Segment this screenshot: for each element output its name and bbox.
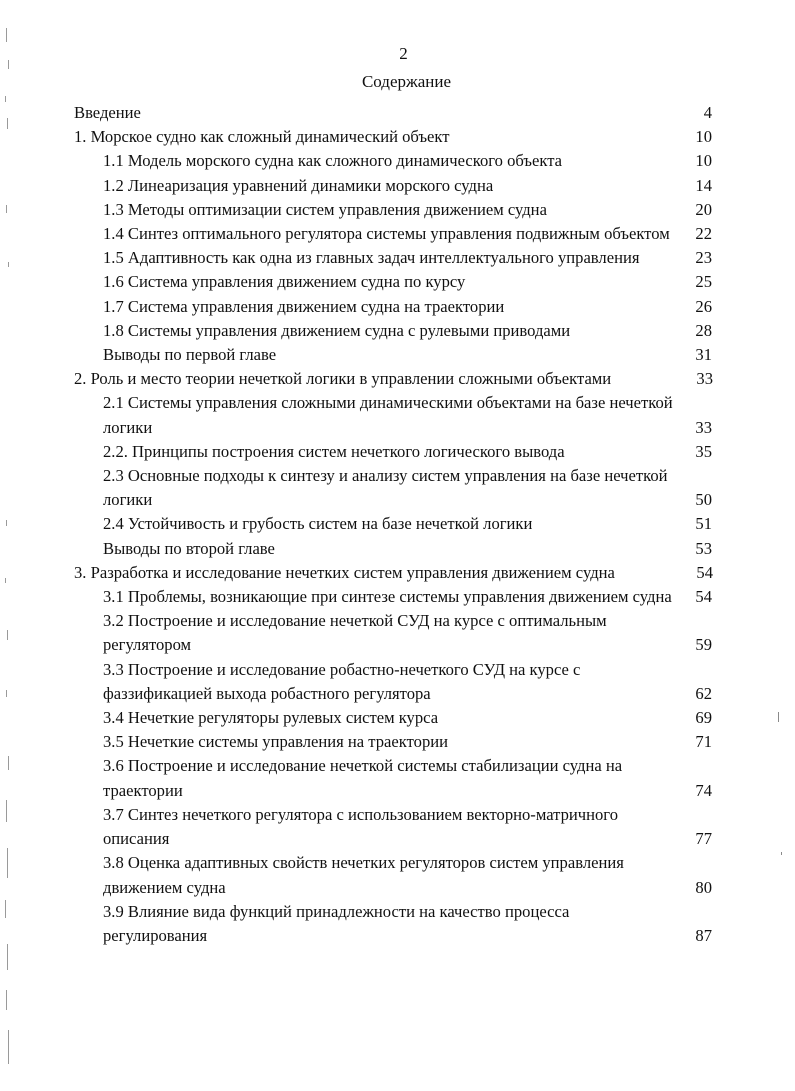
toc-entry-title: 2.4 Устойчивость и грубость систем на базе нечеткой логики bbox=[103, 514, 533, 534]
toc-entry-title: 3.3 Построение и исследование робастно-нечеткого СУД на курсе с фаззификацией выхода робастного регулятора bbox=[103, 659, 581, 703]
toc-entry[interactable] bbox=[74, 464, 714, 512]
toc-entry-title: 3. Разработка и исследование нечетких систем управления движением судна bbox=[74, 562, 615, 582]
toc-entry-title: 2. Роль и место теории нечеткой логики в управлении сложными объектами bbox=[74, 369, 612, 389]
toc-entry-title: 1.2 Линеаризация уравнений динамики морского судна bbox=[103, 175, 494, 195]
scan-right-mark bbox=[778, 712, 779, 722]
toc-entry-page: 87 bbox=[695, 925, 712, 945]
scan-right-mark bbox=[781, 852, 782, 855]
toc-entry-title: 1.5 Адаптивность как одна из главных задач интеллектуального управления bbox=[103, 248, 640, 268]
table-of-contents bbox=[74, 101, 714, 948]
toc-entry-title: Введение bbox=[74, 103, 141, 122]
toc-entry-title: Выводы по первой главе bbox=[103, 345, 277, 365]
toc-entry[interactable] bbox=[74, 754, 714, 802]
toc-entry-page: 51 bbox=[695, 514, 712, 534]
toc-entry-page: 20 bbox=[695, 199, 712, 219]
toc-entry-title: Выводы по второй главе bbox=[103, 538, 275, 558]
toc-title: Содержание bbox=[361, 72, 452, 91]
toc-entry-title: 3.4 Нечеткие регуляторы рулевых систем курса bbox=[103, 708, 439, 728]
toc-entry[interactable] bbox=[74, 658, 714, 706]
toc-entry-page: 28 bbox=[695, 320, 712, 340]
toc-entry-title: 2.2. Принципы построения систем нечеткого логического вывода bbox=[103, 441, 565, 461]
toc-entry-title: 2.3 Основные подходы к синтезу и анализу систем управления на базе нечеткой логики bbox=[103, 466, 668, 510]
toc-entry-title: 1.6 Система управления движением судна по курсу bbox=[103, 272, 466, 292]
toc-entry[interactable] bbox=[74, 149, 714, 173]
toc-entry-page: 54 bbox=[696, 562, 713, 582]
toc-entry[interactable] bbox=[74, 561, 714, 585]
toc-entry-page: 35 bbox=[695, 441, 712, 461]
toc-entry[interactable] bbox=[74, 319, 714, 343]
toc-entry-page: 69 bbox=[695, 708, 712, 728]
toc-entry[interactable] bbox=[74, 440, 714, 464]
toc-entry[interactable] bbox=[74, 730, 714, 754]
toc-entry-page: 53 bbox=[695, 538, 712, 558]
toc-entry-page: 10 bbox=[695, 151, 712, 171]
scan-margin-noise bbox=[2, 0, 14, 1091]
toc-entry-title: 1.7 Система управления движением судна на траектории bbox=[103, 296, 505, 316]
toc-entry[interactable] bbox=[74, 174, 714, 198]
toc-entry-title: 1.3 Методы оптимизации систем управления движением судна bbox=[103, 199, 547, 219]
toc-entry-page: 14 bbox=[695, 175, 712, 195]
toc-entry[interactable] bbox=[74, 391, 714, 439]
toc-entry-page: 22 bbox=[695, 224, 712, 244]
toc-entry-title: 3.9 Влияние вида функций принадлежности на качество процесса регулирования bbox=[103, 901, 570, 945]
toc-entry-page: 50 bbox=[695, 490, 712, 510]
page-number: 2 bbox=[399, 44, 408, 63]
toc-entry-page: 33 bbox=[695, 417, 712, 437]
toc-entry[interactable] bbox=[74, 706, 714, 730]
toc-entry-title: 1. Морское судно как сложный динамический объект bbox=[74, 127, 450, 147]
toc-entry[interactable] bbox=[74, 295, 714, 319]
toc-entry-title: 1.4 Синтез оптимального регулятора системы управления подвижным объектом bbox=[103, 224, 670, 244]
toc-entry-title: 3.8 Оценка адаптивных свойств нечетких регуляторов систем управления движением судна bbox=[103, 853, 624, 897]
toc-entry-page: 77 bbox=[695, 829, 712, 849]
toc-entry-page: 33 bbox=[696, 369, 713, 389]
toc-entry[interactable] bbox=[74, 851, 714, 899]
toc-entry-title: 3.2 Построение и исследование нечеткой СУД на курсе с оптимальным регулятором bbox=[103, 611, 607, 655]
toc-entry[interactable] bbox=[74, 585, 714, 609]
toc-entry-page: 62 bbox=[695, 683, 712, 703]
toc-entry[interactable] bbox=[74, 367, 714, 391]
toc-entry-title: 1.8 Системы управления движением судна с рулевыми приводами bbox=[103, 320, 571, 340]
toc-entry-page: 71 bbox=[695, 732, 712, 752]
toc-entry-page: 31 bbox=[695, 345, 712, 365]
toc-entry-title: 3.6 Построение и исследование нечеткой системы стабилизации судна на траектории bbox=[103, 756, 623, 800]
toc-entry[interactable] bbox=[74, 270, 714, 294]
toc-entry-page: 54 bbox=[695, 587, 712, 607]
toc-entry[interactable] bbox=[74, 343, 714, 367]
toc-entry-page: 80 bbox=[695, 877, 712, 897]
toc-entry-page: 10 bbox=[695, 127, 712, 147]
toc-entry-page: 25 bbox=[695, 272, 712, 292]
toc-entry[interactable] bbox=[74, 900, 714, 948]
toc-entry[interactable] bbox=[74, 246, 714, 270]
toc-entry-page: 74 bbox=[695, 780, 712, 800]
toc-entry-title: 3.5 Нечеткие системы управления на траектории bbox=[103, 732, 449, 752]
toc-entry-page: 23 bbox=[695, 248, 712, 268]
toc-entry[interactable] bbox=[74, 198, 714, 222]
toc-entry[interactable] bbox=[74, 609, 714, 657]
toc-entry[interactable] bbox=[74, 512, 714, 536]
toc-entry-page: 59 bbox=[695, 635, 712, 655]
toc-entry-title: 3.1 Проблемы, возникающие при синтезе системы управления движением судна bbox=[103, 587, 672, 607]
toc-entry-title: 1.1 Модель морского судна как сложного динамического объекта bbox=[103, 151, 563, 171]
toc-entry-title: 2.1 Системы управления сложными динамическими объектами на базе нечеткой логики bbox=[103, 393, 673, 437]
toc-entry-page: 26 bbox=[695, 296, 712, 316]
toc-entry[interactable] bbox=[74, 101, 714, 125]
toc-entry[interactable] bbox=[74, 125, 714, 149]
toc-entry-title: 3.7 Синтез нечеткого регулятора с использованием векторно-матричного описания bbox=[103, 804, 618, 849]
toc-entry[interactable] bbox=[74, 537, 714, 561]
toc-entry[interactable] bbox=[74, 803, 714, 851]
toc-entry[interactable] bbox=[74, 222, 714, 246]
toc-entry-page: 4 bbox=[703, 103, 712, 122]
